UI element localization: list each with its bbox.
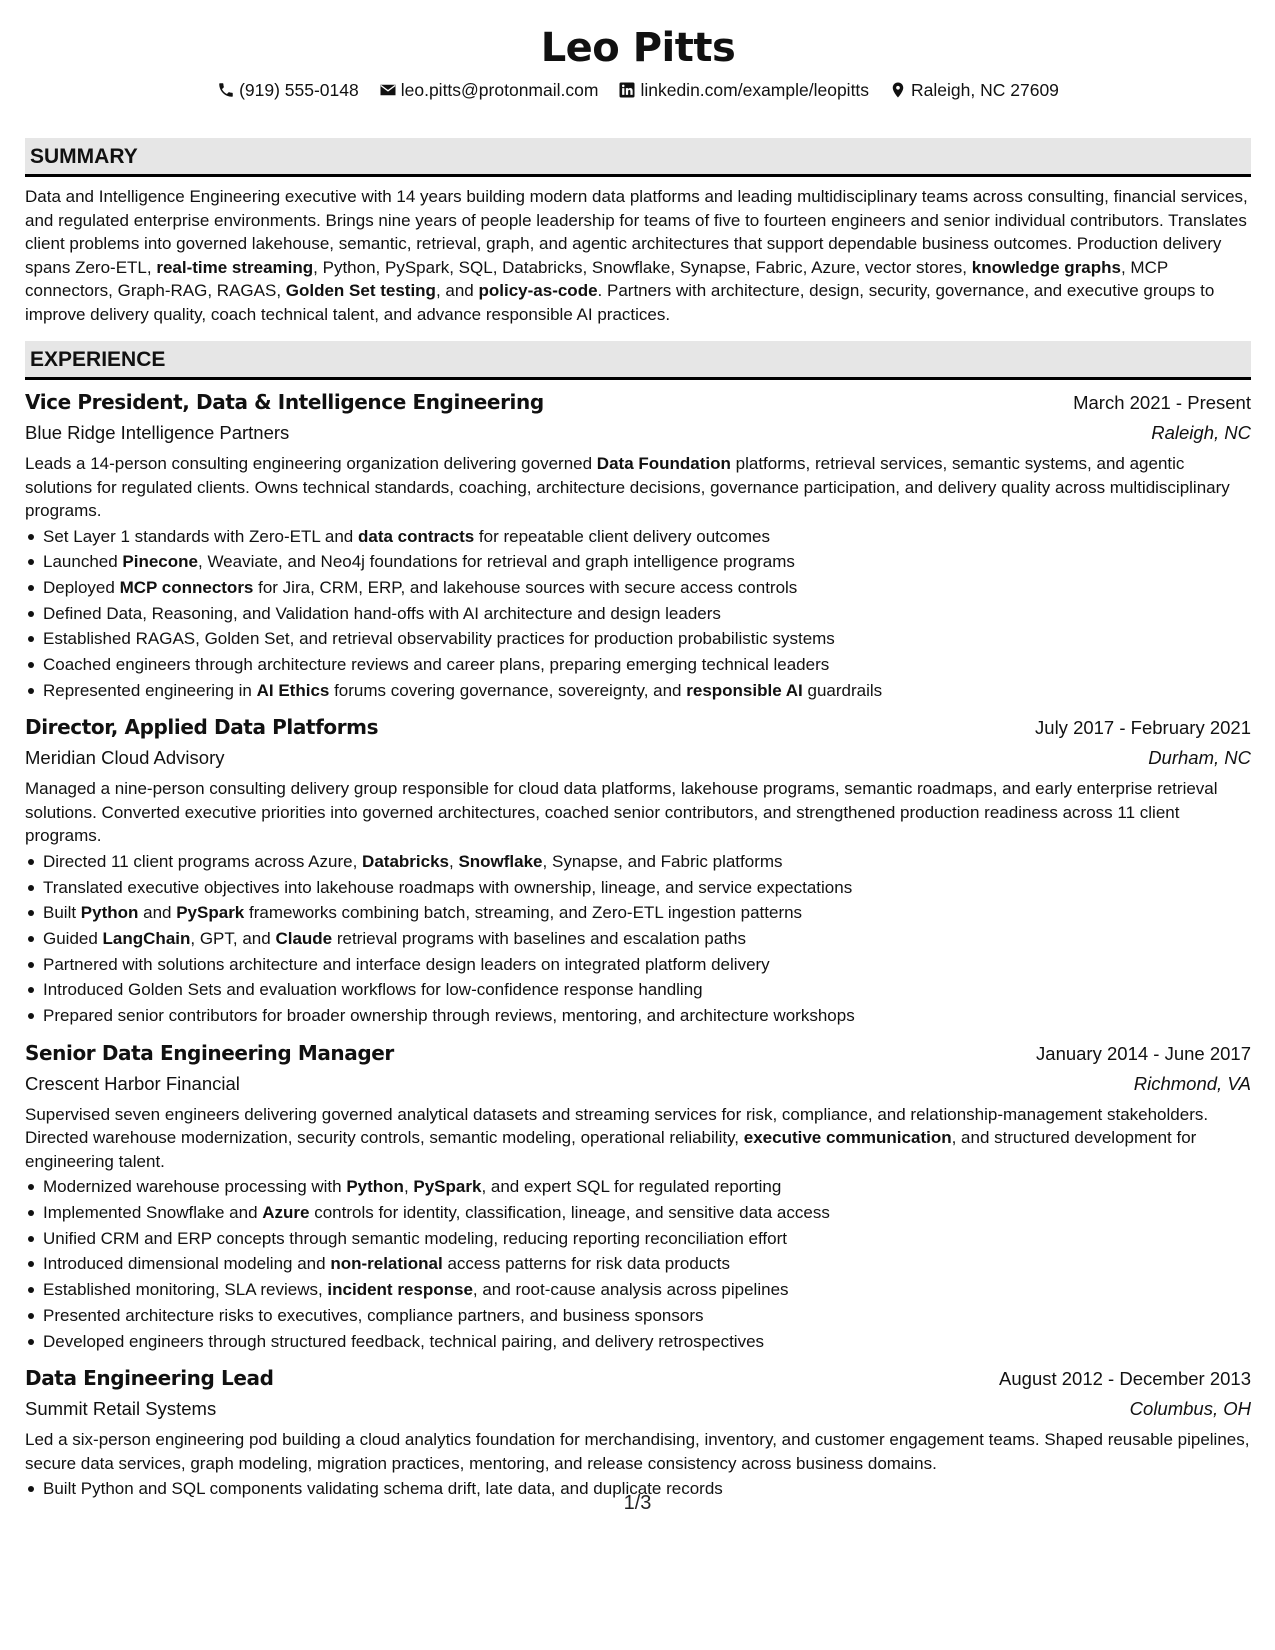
text-run: retrieval programs with baselines and escalation paths: [332, 929, 747, 949]
job-title: Director, Applied Data Platforms: [25, 715, 379, 740]
bold-text: PySpark: [176, 903, 245, 923]
text-run: Prepared senior contributors for broader ownership through reviews, mentoring, and architecture workshops: [43, 1006, 855, 1026]
bold-text: policy-as-code: [478, 281, 598, 300]
job-summary: [25, 777, 1251, 848]
bold-text: Pinecone: [122, 552, 198, 572]
bold-text: Python: [80, 903, 139, 923]
text-run: Established monitoring, SLA reviews,: [43, 1280, 328, 1300]
contact-bar: [25, 78, 1251, 102]
text-run: platforms, retrieval services, semantic systems, and agentic solutions for regulated clients. Owns technical standards, coaching, architecture decisions, governance participation, and delivery quality across multidisciplinary programs.: [25, 454, 1230, 520]
section-title-summary: SUMMARY: [25, 138, 1251, 177]
text-run: for repeatable client delivery outcomes: [474, 526, 770, 546]
job-company: Crescent Harbor Financial: [25, 1072, 240, 1094]
text-run: Established RAGAS, Golden Set, and retrieval observability practices for production probabilistic systems: [43, 629, 835, 649]
contact-email[interactable]: [379, 78, 599, 102]
bold-text: Snowflake: [458, 851, 543, 871]
text-run: Unified CRM and ERP concepts through semantic modeling, reducing reporting reconciliation effort: [43, 1228, 787, 1248]
envelope-icon: [379, 81, 397, 99]
job-bullets: [25, 524, 1251, 704]
text-run: , and expert SQL for regulated reporting: [481, 1177, 782, 1197]
job-entry: [25, 712, 1251, 1028]
text-run: Set Layer 1 standards with Zero-ETL and: [43, 526, 358, 546]
text-run: guardrails: [802, 680, 883, 700]
bold-text: Golden Set testing: [285, 281, 436, 300]
text-run: Guided: [43, 929, 103, 949]
text-run: and: [138, 903, 177, 923]
bold-text: incident response: [327, 1280, 473, 1300]
text-run: Led a six-person engineering pod building a cloud analytics foundation for merchandising, inventory, and customer engagement teams. Shaped reusable pipelines, secure data services, graph modeling, migration practices, mentoring, and release consistency across business domains.: [25, 1430, 1250, 1473]
text-run: Defined Data, Reasoning, and Validation hand-offs with AI architecture and design leaders: [43, 603, 721, 623]
text-run: Developed engineers through structured feedback, technical pairing, and delivery retrospectives: [43, 1331, 765, 1351]
bullet-item: [25, 926, 1251, 952]
linkedin-text: linkedin.com/example/leopitts: [640, 80, 870, 100]
text-run: forums covering governance, sovereignty, and: [329, 680, 687, 700]
bullet-item: [25, 849, 1251, 875]
bold-text: Data Foundation: [596, 454, 731, 473]
text-run: Coached engineers through architecture reviews and career plans, preparing emerging technical leaders: [43, 655, 830, 675]
text-run: frameworks combining batch, streaming, and Zero-ETL ingestion patterns: [244, 903, 803, 923]
job-dates: August 2012 - December 2013: [999, 1368, 1251, 1390]
text-run: ,: [448, 851, 459, 871]
bold-text: executive communication: [743, 1128, 952, 1148]
bold-text: LangChain: [102, 929, 191, 949]
bullet-item: [25, 1003, 1251, 1029]
section-title-experience: EXPERIENCE: [25, 341, 1251, 380]
text-run: , Synapse, and Fabric platforms: [542, 851, 783, 871]
job-subheader: [25, 743, 1251, 773]
text-run: Launched: [43, 552, 123, 572]
text-run: Leads a 14-person consulting engineering organization delivering governed: [25, 454, 597, 473]
text-run: Built Python and SQL components validating schema drift, late data, and duplicate records: [43, 1479, 723, 1499]
text-run: ,: [403, 1177, 414, 1197]
text-run: Partnered with solutions architecture and interface design leaders on integrated platform delivery: [43, 954, 770, 974]
job-subheader: [25, 1394, 1251, 1424]
text-run: Directed 11 client programs across Azure,: [43, 851, 363, 871]
experience-list: [25, 387, 1251, 1502]
bullet-item: [25, 1174, 1251, 1200]
location-text: Raleigh, NC 27609: [911, 80, 1059, 100]
email-text: leo.pitts@protonmail.com: [400, 80, 599, 100]
bold-text: Python: [346, 1177, 404, 1197]
bold-text: knowledge graphs: [971, 257, 1121, 277]
phone-icon: [217, 81, 235, 99]
job-title: Data Engineering Lead: [25, 1366, 274, 1391]
job-entry: [25, 1363, 1251, 1502]
job-location: Durham, NC: [1148, 747, 1251, 769]
text-run: Managed a nine-person consulting delivery group responsible for cloud data platforms, lakehouse programs, semantic roadmaps, and early enterprise retrieval solutions. Converted executive priorities into governed architectures, coached senior contributors, and strengthened production readiness across 11 client programs.: [25, 779, 1218, 846]
text-run: Represented engineering in: [43, 680, 257, 700]
job-bullets: [25, 1174, 1251, 1354]
text-run: , and root-cause analysis across pipelines: [472, 1280, 789, 1300]
summary-paragraph: [25, 185, 1251, 326]
job-dates: July 2017 - February 2021: [1035, 717, 1251, 739]
bold-text: responsible AI: [686, 680, 803, 700]
bullet-item: [25, 977, 1251, 1003]
bold-text: Databricks: [362, 851, 449, 871]
text-run: , Weaviate, and Neo4j foundations for retrieval and graph intelligence programs: [198, 552, 795, 572]
job-header: [25, 387, 1251, 418]
job-location: Raleigh, NC: [1151, 422, 1251, 443]
bold-text: PySpark: [413, 1177, 482, 1197]
bullet-item: [25, 549, 1251, 575]
bold-text: real-time streaming: [156, 257, 314, 277]
bold-text: Claude: [275, 929, 333, 949]
resume-page: [25, 0, 1251, 1502]
bullet-item: [25, 1251, 1251, 1277]
job-title: Senior Data Engineering Manager: [25, 1040, 394, 1065]
text-run: Modernized warehouse processing with: [43, 1177, 347, 1197]
contact-phone: [217, 78, 359, 102]
job-company: Blue Ridge Intelligence Partners: [25, 422, 290, 443]
job-header: [25, 1363, 1251, 1394]
text-run: Supervised seven engineers delivering governed analytical datasets and streaming services for risk, compliance, and relationship-management stakeholders. Directed warehouse modernization, security controls, semantic modeling, operational reliability,: [25, 1104, 1209, 1148]
candidate-name: Leo Pitts: [540, 25, 736, 71]
bold-text: AI Ethics: [256, 680, 330, 700]
job-header: [25, 1038, 1251, 1069]
job-title: Vice President, Data & Intelligence Engineering: [25, 390, 544, 414]
bullet-item: [25, 952, 1251, 978]
text-run: controls for identity, classification, lineage, and sensitive data access: [309, 1203, 830, 1223]
bold-text: MCP connectors: [119, 577, 254, 597]
bullet-item: [25, 1200, 1251, 1226]
job-company: Summit Retail Systems: [25, 1398, 217, 1420]
job-summary: [25, 452, 1251, 523]
job-summary: [25, 1428, 1251, 1475]
bullet-item: [25, 875, 1251, 901]
text-run: , Python, PySpark, SQL, Databricks, Snowflake, Synapse, Fabric, Azure, vector stores,: [313, 257, 972, 277]
bullet-item: [25, 626, 1251, 652]
page-number: 1/3: [623, 1492, 652, 1514]
job-entry: [25, 387, 1251, 703]
job-header: [25, 712, 1251, 743]
text-run: Introduced dimensional modeling and: [43, 1254, 331, 1274]
bullet-item: [25, 601, 1251, 627]
text-run: Introduced Golden Sets and evaluation workflows for low-confidence response handling: [43, 980, 703, 1000]
job-dates: March 2021 - Present: [1073, 392, 1251, 413]
job-company: Meridian Cloud Advisory: [25, 747, 225, 769]
text-run: Presented architecture risks to executives, compliance partners, and business sponsors: [43, 1305, 704, 1325]
contact-linkedin[interactable]: [618, 78, 869, 102]
contact-location: [889, 78, 1059, 102]
text-run: , and: [435, 281, 479, 300]
job-summary: [25, 1103, 1251, 1174]
map-pin-icon: [889, 81, 907, 99]
bold-text: Azure: [262, 1203, 310, 1223]
bullet-item: [25, 900, 1251, 926]
text-run: , and structured development for engineering talent.: [25, 1128, 1197, 1171]
bullet-item: [25, 524, 1251, 550]
bullet-item: [25, 678, 1251, 704]
bullet-item: [25, 575, 1251, 601]
text-run: Translated executive objectives into lakehouse roadmaps with ownership, lineage, and service expectations: [43, 877, 853, 897]
text-run: . Partners with architecture, design, security, governance, and executive groups to improve delivery quality, coach technical talent, and advance responsible AI practices.: [25, 281, 1215, 324]
job-entry: [25, 1038, 1251, 1354]
text-run: , GPT, and: [190, 929, 276, 949]
job-dates: January 2014 - June 2017: [1036, 1042, 1251, 1064]
bold-text: data contracts: [357, 526, 475, 546]
linkedin-icon: [618, 81, 636, 99]
bullet-item: [25, 652, 1251, 678]
job-location: Columbus, OH: [1129, 1398, 1251, 1420]
text-run: Built: [43, 903, 81, 923]
bullet-item: [25, 1277, 1251, 1303]
text-run: Data and Intelligence Engineering executive with 14 years building modern data platforms and leading multidisciplinary teams across consulting, financial services, and regulated enterprise environments. Brings nine years of people leadership for teams of five to fourteen engineers and senior individual contributors. Translates client problems into governed lakehouse, semantic, retrieval, graph, and agentic architectures that support dependable business outcomes. Production delivery spans Zero-ETL,: [25, 187, 1248, 277]
job-subheader: [25, 418, 1251, 448]
text-run: Deployed: [43, 577, 120, 597]
bold-text: non-relational: [330, 1254, 443, 1274]
text-run: access patterns for risk data products: [442, 1254, 730, 1274]
text-run: , MCP connectors, Graph-RAG, RAGAS,: [25, 257, 1168, 300]
phone-text: (919) 555-0148: [239, 80, 359, 100]
job-bullets: [25, 849, 1251, 1029]
bullet-item: [25, 1303, 1251, 1329]
text-run: for Jira, CRM, ERP, and lakehouse sources with secure access controls: [253, 577, 798, 597]
text-run: Implemented Snowflake and: [43, 1203, 263, 1223]
job-location: Richmond, VA: [1133, 1072, 1251, 1094]
bullet-item: [25, 1329, 1251, 1355]
bullet-item: [25, 1226, 1251, 1252]
job-subheader: [25, 1069, 1251, 1099]
